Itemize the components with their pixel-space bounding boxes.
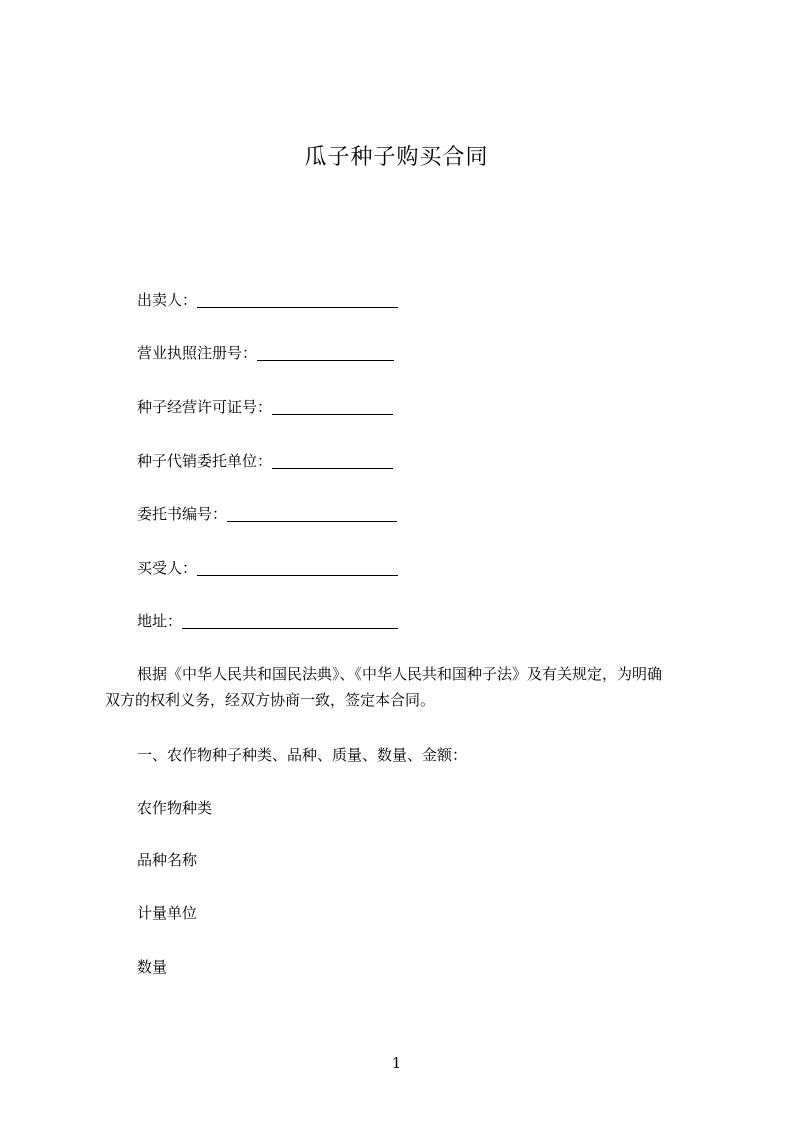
- business-license-blank[interactable]: [257, 342, 394, 361]
- power-of-attorney-blank[interactable]: [227, 503, 397, 522]
- item-crop-type: 农作物种类: [137, 799, 213, 817]
- seller-blank[interactable]: [197, 289, 398, 308]
- seller-field: [137, 288, 398, 312]
- buyer-field: [137, 556, 398, 580]
- page-number: 1: [391, 1054, 402, 1072]
- consignment-unit-field: [137, 449, 393, 473]
- business-license-label: 营业执照注册号：: [137, 344, 258, 362]
- intro-line-2: 双方的权利义务，经双方协商一致，签定本合同。: [105, 691, 436, 709]
- seed-license-blank[interactable]: [272, 396, 393, 415]
- buyer-blank[interactable]: [197, 557, 398, 576]
- buyer-label: 买受人：: [137, 559, 198, 577]
- power-of-attorney-label: 委托书编号：: [137, 505, 228, 523]
- item-unit: 计量单位: [137, 904, 198, 922]
- item-variety-name: 品种名称: [137, 851, 198, 869]
- intro-paragraph: [105, 661, 705, 713]
- seller-label: 出卖人：: [137, 291, 198, 309]
- item-quantity: 数量: [137, 958, 168, 976]
- document-title: 瓜子种子购买合同: [304, 145, 489, 170]
- power-of-attorney-field: [137, 502, 397, 526]
- address-label: 地址：: [137, 612, 183, 630]
- seed-license-label: 种子经营许可证号：: [137, 398, 273, 416]
- address-field: [137, 609, 398, 633]
- consignment-unit-blank[interactable]: [272, 450, 393, 469]
- consignment-unit-label: 种子代销委托单位：: [137, 452, 273, 470]
- seed-license-field: [137, 395, 393, 419]
- business-license-field: [137, 341, 394, 365]
- intro-line-1: 根据《中华人民共和国民法典》、《中华人民共和国种子法》及有关规定，为明确: [137, 665, 663, 683]
- section-1-heading: 一、农作物种子种类、品种、质量、数量、金额：: [137, 746, 468, 764]
- address-blank[interactable]: [182, 610, 398, 629]
